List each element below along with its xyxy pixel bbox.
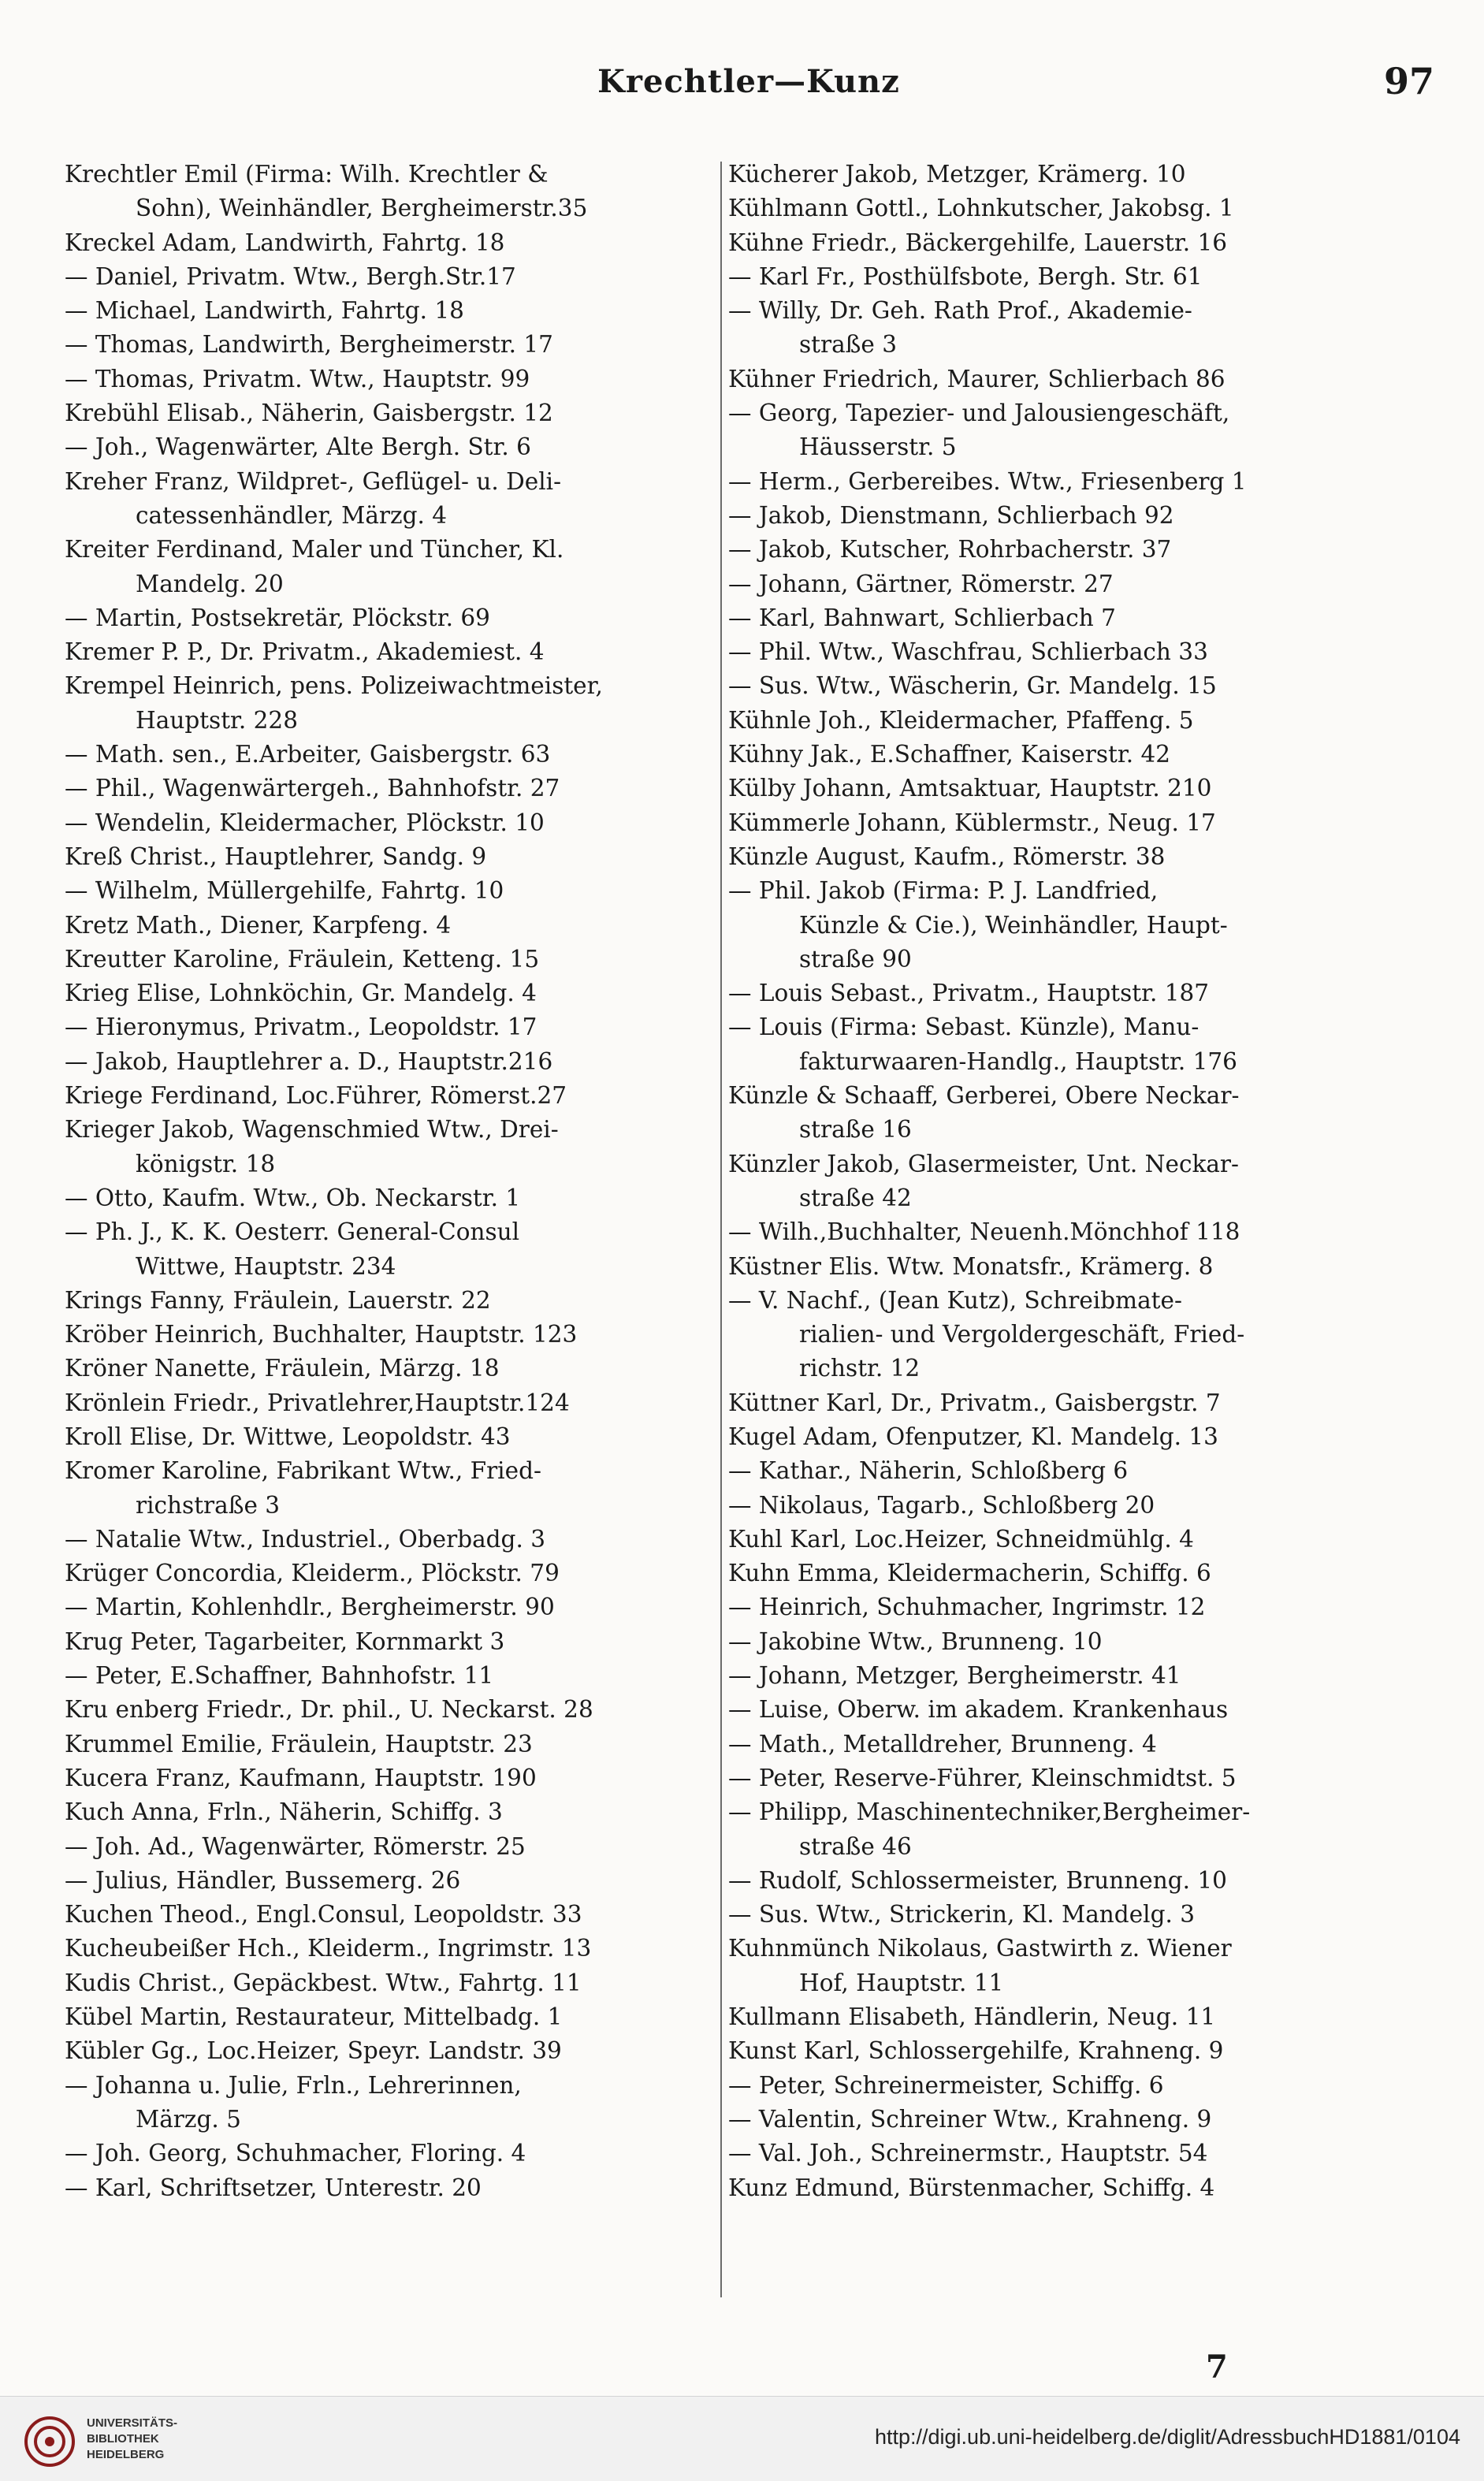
entry-line: — Math., Metalldreher, Brunneng. 4 (728, 1730, 1157, 1758)
entry-line: Krönlein Friedr., Privatlehrer,Hauptstr.124 (65, 1389, 570, 1416)
entry-line: Kreckel Adam, Landwirth, Fahrtg. 18 (65, 229, 505, 256)
entry-line: Kriege Ferdinand, Loc.Führer, Römerst.27 (65, 1082, 567, 1110)
directory-entry (728, 1932, 1382, 2000)
entry-continuation-line: straße 90 (799, 945, 912, 973)
directory-entry (728, 567, 1382, 601)
directory-entry (728, 1454, 1382, 1488)
directory-entry (65, 396, 719, 430)
directory-entry (65, 1523, 719, 1557)
entry-continuation-line: Wittwe, Hauptstr. 234 (136, 1252, 396, 1280)
directory-columns (65, 158, 1436, 2301)
left-column (65, 158, 719, 2301)
directory-entry (65, 1864, 719, 1898)
entry-continuation-line: Häusserstr. 5 (799, 433, 957, 461)
entry-line: Kreiter Ferdinand, Maler und Tüncher, Kl. (65, 536, 564, 564)
source-url-link[interactable]: http://digi.ub.uni-heidelberg.de/diglit/AdressbuchHD1881/0104 (874, 2425, 1460, 2449)
entry-line: Künzle & Schaaff, Gerberei, Obere Neckar- (728, 1082, 1240, 1110)
directory-entry (728, 840, 1382, 874)
entry-line: — Willy, Dr. Geh. Rath Prof., Akademie- (728, 297, 1192, 325)
entry-line: Küttner Karl, Dr., Privatm., Gaisbergstr. 7 (728, 1389, 1221, 1416)
entry-continuation-line: straße 42 (799, 1184, 912, 1211)
entry-line: — Johanna u. Julie, Frln., Lehrerinnen, (65, 2071, 522, 2099)
entry-line: Kübler Gg., Loc.Heizer, Speyr. Landstr. 39 (65, 2037, 562, 2065)
entry-line: Krummel Emilie, Fräulein, Hauptstr. 23 (65, 1730, 533, 1758)
entry-line: Künzler Jakob, Glasermeister, Unt. Neckar- (728, 1150, 1240, 1177)
directory-entry (65, 669, 719, 738)
directory-entry (65, 1181, 719, 1215)
directory-entry (728, 1590, 1382, 1624)
entry-line: Krings Fanny, Fräulein, Lauerstr. 22 (65, 1286, 491, 1314)
directory-entry (65, 1352, 719, 1386)
entry-line: Kuhnmünch Nikolaus, Gastwirth z. Wiener (728, 1935, 1232, 1962)
entry-continuation-line: königstr. 18 (136, 1150, 276, 1177)
directory-entry (65, 158, 719, 226)
directory-entry (65, 226, 719, 260)
directory-entry (65, 2000, 719, 2034)
directory-entry (65, 1010, 719, 1044)
directory-entry (728, 1728, 1382, 1761)
entry-line: Kühlmann Gottl., Lohnkutscher, Jakobsg. 1 (728, 195, 1234, 222)
entry-line: Krechtler Emil (Firma: Wilh. Krechtler & (65, 161, 549, 188)
directory-entry (65, 1113, 719, 1181)
directory-entry (728, 192, 1382, 225)
directory-entry (65, 1318, 719, 1352)
directory-entry (728, 2171, 1382, 2205)
directory-entry (728, 601, 1382, 635)
library-name-line: HEIDELBERG (87, 2448, 165, 2461)
directory-entry (728, 226, 1382, 260)
entry-line: Kröber Heinrich, Buchhalter, Hauptstr. 123 (65, 1321, 578, 1348)
directory-entry (65, 2137, 719, 2170)
library-name-line: BIBLIOTHEK (87, 2432, 159, 2446)
directory-entry (65, 328, 719, 362)
directory-entry (728, 1625, 1382, 1659)
entry-line: Kuhl Karl, Loc.Heizer, Schneidmühlg. 4 (728, 1525, 1194, 1553)
directory-entry (728, 1215, 1382, 1249)
column-divider (720, 162, 722, 2297)
directory-entry (65, 1932, 719, 1966)
directory-entry (65, 2171, 719, 2205)
directory-entry (728, 1864, 1382, 1898)
entry-line: Kücherer Jakob, Metzger, Krämerg. 10 (728, 161, 1186, 188)
directory-entry (728, 704, 1382, 738)
entry-line: — Joh. Ad., Wagenwärter, Römerstr. 25 (65, 1832, 526, 1860)
entry-line: — Phil. Wtw., Waschfrau, Schlierbach 33 (728, 638, 1208, 666)
entry-line: Kunz Edmund, Bürstenmacher, Schiffg. 4 (728, 2174, 1215, 2201)
directory-entry (65, 772, 719, 805)
entry-line: — Heinrich, Schuhmacher, Ingrimstr. 12 (728, 1594, 1206, 1621)
directory-entry (65, 976, 719, 1010)
entry-line: — Val. Joh., Schreinermstr., Hauptstr. 54 (728, 2140, 1208, 2167)
entry-line: Kühny Jak., E.Schaffner, Kaiserstr. 42 (728, 741, 1171, 768)
entry-line: — Peter, Reserve-Führer, Kleinschmidtst. 5 (728, 1764, 1237, 1791)
directory-entry (728, 260, 1382, 294)
entry-line: Krebühl Elisab., Näherin, Gaisbergstr. 12 (65, 400, 553, 427)
entry-line: Kudis Christ., Gepäckbest. Wtw., Fahrtg. 11 (65, 1969, 582, 1996)
entry-line: — Thomas, Landwirth, Bergheimerstr. 17 (65, 331, 553, 359)
library-logo[interactable] (24, 2411, 197, 2471)
entry-line: — Jakobine Wtw., Brunneng. 10 (728, 1627, 1103, 1655)
directory-entry (728, 1079, 1382, 1148)
entry-line: — Martin, Postsekretär, Plöckstr. 69 (65, 604, 490, 631)
directory-entry (65, 738, 719, 772)
directory-entry (728, 1250, 1382, 1284)
directory-entry (728, 1795, 1382, 1864)
entry-continuation-line: straße 46 (799, 1832, 912, 1860)
directory-entry (65, 430, 719, 464)
entry-line: Kreß Christ., Hauptlehrer, Sandg. 9 (65, 842, 487, 870)
entry-line: Kroll Elise, Dr. Wittwe, Leopoldstr. 43 (65, 1423, 511, 1450)
directory-entry (728, 158, 1382, 192)
directory-entry (65, 909, 719, 943)
directory-entry (728, 1386, 1382, 1420)
entry-line: Kremer P. P., Dr. Privatm., Akademiest. 4 (65, 638, 545, 666)
directory-entry (728, 1420, 1382, 1454)
entry-line: — Peter, E.Schaffner, Bahnhofstr. 11 (65, 1662, 494, 1690)
entry-line: — Johann, Metzger, Bergheimerstr. 41 (728, 1662, 1181, 1690)
entry-line: Kunst Karl, Schlossergehilfe, Krahneng. 9 (728, 2037, 1224, 2065)
directory-entry (728, 2137, 1382, 2170)
entry-line: — Daniel, Privatm. Wtw., Bergh.Str.17 (65, 262, 516, 290)
entry-line: Krüger Concordia, Kleiderm., Plöckstr. 79 (65, 1560, 560, 1587)
entry-line: — Rudolf, Schlossermeister, Brunneng. 10 (728, 1866, 1227, 1894)
directory-entry (728, 294, 1382, 363)
directory-entry (65, 1728, 719, 1761)
entry-line: — Luise, Oberw. im akadem. Krankenhaus (728, 1696, 1229, 1724)
entry-line: — Thomas, Privatm. Wtw., Hauptstr. 99 (65, 365, 530, 392)
directory-entry (728, 2103, 1382, 2137)
entry-line: — Joh., Wagenwärter, Alte Bergh. Str. 6 (65, 433, 531, 461)
entry-line: — Karl Fr., Posthülfsbote, Bergh. Str. 61 (728, 262, 1203, 290)
entry-line: — Hieronymus, Privatm., Leopoldstr. 17 (65, 1014, 537, 1041)
entry-continuation-line: Märzg. 5 (136, 2105, 241, 2133)
entry-continuation-line: straße 16 (799, 1116, 912, 1144)
entry-line: — Peter, Schreinermeister, Schiffg. 6 (728, 2071, 1164, 2099)
directory-entry (65, 1898, 719, 1932)
entry-line: — Wilh.,Buchhalter, Neuenh.Mönchhof 118 (728, 1218, 1240, 1246)
entry-line: Kullmann Elisabeth, Händlerin, Neug. 11 (728, 2003, 1216, 2031)
directory-entry (65, 1659, 719, 1693)
entry-line: — Louis Sebast., Privatm., Hauptstr. 187 (728, 980, 1210, 1007)
directory-entry (65, 1557, 719, 1590)
entry-line: — Kathar., Näherin, Schloßberg 6 (728, 1457, 1129, 1485)
entry-line: — Jakob, Hauptlehrer a. D., Hauptstr.216 (65, 1047, 553, 1075)
entry-continuation-line: straße 3 (799, 331, 897, 359)
entry-line: — Valentin, Schreiner Wtw., Krahneng. 9 (728, 2105, 1212, 2133)
entry-line: — Julius, Händler, Bussemerg. 26 (65, 1866, 461, 1894)
directory-entry (65, 2034, 719, 2068)
entry-line: Kreher Franz, Wildpret-, Geflügel- u. Deli- (65, 467, 562, 495)
page-header (63, 55, 1434, 118)
directory-entry (728, 2069, 1382, 2103)
directory-entry (65, 260, 719, 294)
directory-entry (65, 1761, 719, 1795)
directory-entry (65, 294, 719, 328)
directory-entry (65, 1454, 719, 1523)
directory-entry (728, 1010, 1382, 1079)
directory-entry (65, 1966, 719, 2000)
entry-line: — Jakob, Dienstmann, Schlierbach 92 (728, 501, 1174, 529)
entry-continuation-line: fakturwaaren-Handlg., Hauptstr. 176 (799, 1047, 1237, 1075)
page-number: 97 (1383, 60, 1434, 102)
directory-entry (65, 874, 719, 908)
directory-entry (65, 1284, 719, 1318)
entry-line: Kromer Karoline, Fabrikant Wtw., Fried- (65, 1457, 541, 1485)
directory-entry (728, 976, 1382, 1010)
entry-line: — Georg, Tapezier- und Jalousiengeschäft, (728, 400, 1230, 427)
right-column (728, 158, 1382, 2301)
directory-entry (65, 601, 719, 635)
entry-line: — Phil., Wagenwärtergeh., Bahnhofstr. 27 (65, 775, 560, 802)
entry-line: Kucera Franz, Kaufmann, Hauptstr. 190 (65, 1764, 537, 1791)
entry-line: — Phil. Jakob (Firma: P. J. Landfried, (728, 877, 1159, 905)
directory-entry (65, 1830, 719, 1864)
directory-entry (65, 465, 719, 534)
directory-entry (728, 396, 1382, 465)
directory-entry (65, 363, 719, 396)
directory-entry (65, 1386, 719, 1420)
directory-entry (728, 1693, 1382, 1727)
entry-line: — Karl, Schriftsetzer, Unterestr. 20 (65, 2174, 482, 2201)
directory-entry (65, 840, 719, 874)
entry-line: Kümmerle Johann, Küblermstr., Neug. 17 (728, 809, 1216, 836)
directory-entry (728, 1148, 1382, 1216)
entry-line: — Nikolaus, Tagarb., Schloßberg 20 (728, 1491, 1155, 1519)
entry-line: Kuchen Theod., Engl.Consul, Leopoldstr. 33 (65, 1901, 582, 1929)
directory-entry (65, 1795, 719, 1829)
entry-line: Kucheubeißer Hch., Kleiderm., Ingrimstr. 13 (65, 1935, 592, 1962)
entry-line: — V. Nachf., (Jean Kutz), Schreibmate- (728, 1286, 1182, 1314)
entry-line: Krieg Elise, Lohnköchin, Gr. Mandelg. 4 (65, 980, 537, 1007)
directory-entry (728, 1489, 1382, 1523)
entry-line: — Math. sen., E.Arbeiter, Gaisbergstr. 63 (65, 741, 551, 768)
entry-line: — Wilhelm, Müllergehilfe, Fahrtg. 10 (65, 877, 504, 905)
entry-line: — Karl, Bahnwart, Schlierbach 7 (728, 604, 1116, 631)
directory-entry (728, 772, 1382, 805)
directory-entry (728, 499, 1382, 533)
entry-line: — Otto, Kaufm. Wtw., Ob. Neckarstr. 1 (65, 1184, 521, 1211)
directory-entry (728, 2000, 1382, 2034)
directory-entry (728, 806, 1382, 840)
entry-line: — Martin, Kohlenhdlr., Bergheimerstr. 90 (65, 1594, 555, 1621)
entry-line: Kühnle Joh., Kleidermacher, Pfaffeng. 5 (728, 706, 1194, 734)
directory-entry (728, 1284, 1382, 1386)
entry-line: Kretz Math., Diener, Karpfeng. 4 (65, 911, 452, 939)
entry-line: Küstner Elis. Wtw. Monatsfr., Krämerg. 8 (728, 1252, 1214, 1280)
entry-line: Kübel Martin, Restaurateur, Mittelbadg. 1 (65, 2003, 563, 2031)
entry-line: Kru enberg Friedr., Dr. phil., U. Neckarst. 28 (65, 1696, 593, 1724)
directory-entry (728, 874, 1382, 976)
directory-entry (65, 806, 719, 840)
entry-continuation-line: Künzle & Cie.), Weinhändler, Haupt- (799, 911, 1228, 939)
directory-entry (728, 465, 1382, 499)
entry-line: — Jakob, Kutscher, Rohrbacherstr. 37 (728, 536, 1172, 564)
directory-entry (65, 1420, 719, 1454)
running-title: Krechtler—Kunz (597, 63, 900, 100)
directory-entry (728, 2034, 1382, 2068)
directory-entry (728, 669, 1382, 703)
entry-continuation-line: rialien- und Vergoldergeschäft, Fried- (799, 1321, 1245, 1348)
directory-entry (728, 1557, 1382, 1590)
entry-continuation-line: Hauptstr. 228 (136, 706, 298, 734)
entry-continuation-line: richstr. 12 (799, 1355, 921, 1382)
directory-entry (728, 738, 1382, 772)
entry-line: — Wendelin, Kleidermacher, Plöckstr. 10 (65, 809, 545, 836)
entry-line: — Herm., Gerbereibes. Wtw., Friesenberg 1 (728, 467, 1247, 495)
entry-line: Kröner Nanette, Fräulein, Märzg. 18 (65, 1355, 500, 1382)
directory-entry (65, 2069, 719, 2137)
entry-continuation-line: Hof, Hauptstr. 11 (799, 1969, 1004, 1996)
library-name (87, 2416, 177, 2463)
entry-line: Kreutter Karoline, Fräulein, Ketteng. 15 (65, 945, 540, 973)
entry-line: Krieger Jakob, Wagenschmied Wtw., Drei- (65, 1116, 559, 1144)
entry-line: Kühner Friedrich, Maurer, Schlierbach 86 (728, 365, 1226, 392)
footer-bar (0, 2396, 1484, 2481)
library-name-line: UNIVERSITÄTS- (87, 2416, 178, 2430)
directory-entry (728, 533, 1382, 567)
directory-entry (65, 533, 719, 601)
directory-entry (728, 1523, 1382, 1557)
entry-line: Kuch Anna, Frln., Näherin, Schiffg. 3 (65, 1798, 503, 1826)
entry-continuation-line: catessenhändler, Märzg. 4 (136, 501, 447, 529)
directory-entry (65, 1215, 719, 1284)
directory-entry (65, 1045, 719, 1079)
entry-line: — Louis (Firma: Sebast. Künzle), Manu- (728, 1014, 1199, 1041)
entry-line: — Joh. Georg, Schuhmacher, Floring. 4 (65, 2140, 526, 2167)
directory-entry (728, 635, 1382, 669)
signature-mark: 7 (1206, 2349, 1228, 2386)
entry-line: Kuhn Emma, Kleidermacherin, Schiffg. 6 (728, 1560, 1211, 1587)
directory-entry (728, 1659, 1382, 1693)
entry-line: Krug Peter, Tagarbeiter, Kornmarkt 3 (65, 1627, 505, 1655)
directory-entry (728, 1898, 1382, 1932)
entry-line: Künzle August, Kaufm., Römerstr. 38 (728, 842, 1166, 870)
directory-entry (65, 1693, 719, 1727)
entry-line: — Sus. Wtw., Wäscherin, Gr. Mandelg. 15 (728, 672, 1217, 700)
entry-line: — Michael, Landwirth, Fahrtg. 18 (65, 297, 464, 325)
entry-continuation-line: richstraße 3 (136, 1491, 281, 1519)
entry-line: — Sus. Wtw., Strickerin, Kl. Mandelg. 3 (728, 1901, 1195, 1929)
directory-entry (728, 1761, 1382, 1795)
entry-continuation-line: Mandelg. 20 (136, 570, 284, 597)
entry-line: — Johann, Gärtner, Römerstr. 27 (728, 570, 1114, 597)
directory-entry (65, 1590, 719, 1624)
entry-line: Külby Johann, Amtsaktuar, Hauptstr. 210 (728, 775, 1212, 802)
directory-entry (65, 1079, 719, 1113)
entry-line: — Philipp, Maschinentechniker,Bergheimer- (728, 1798, 1251, 1826)
entry-line: Kugel Adam, Ofenputzer, Kl. Mandelg. 13 (728, 1423, 1218, 1450)
directory-entry (65, 1625, 719, 1659)
directory-entry (728, 363, 1382, 396)
directory-entry (65, 635, 719, 669)
ub-heidelberg-logo-icon (24, 2416, 76, 2468)
entry-line: Krempel Heinrich, pens. Polizeiwachtmeister, (65, 672, 603, 700)
entry-continuation-line: Sohn), Weinhändler, Bergheimerstr.35 (136, 195, 588, 222)
directory-entry (65, 943, 719, 976)
entry-line: — Ph. J., K. K. Oesterr. General-Consul (65, 1218, 520, 1246)
entry-line: — Natalie Wtw., Industriel., Oberbadg. 3 (65, 1525, 545, 1553)
entry-line: Kühne Friedr., Bäckergehilfe, Lauerstr. 16 (728, 229, 1228, 256)
